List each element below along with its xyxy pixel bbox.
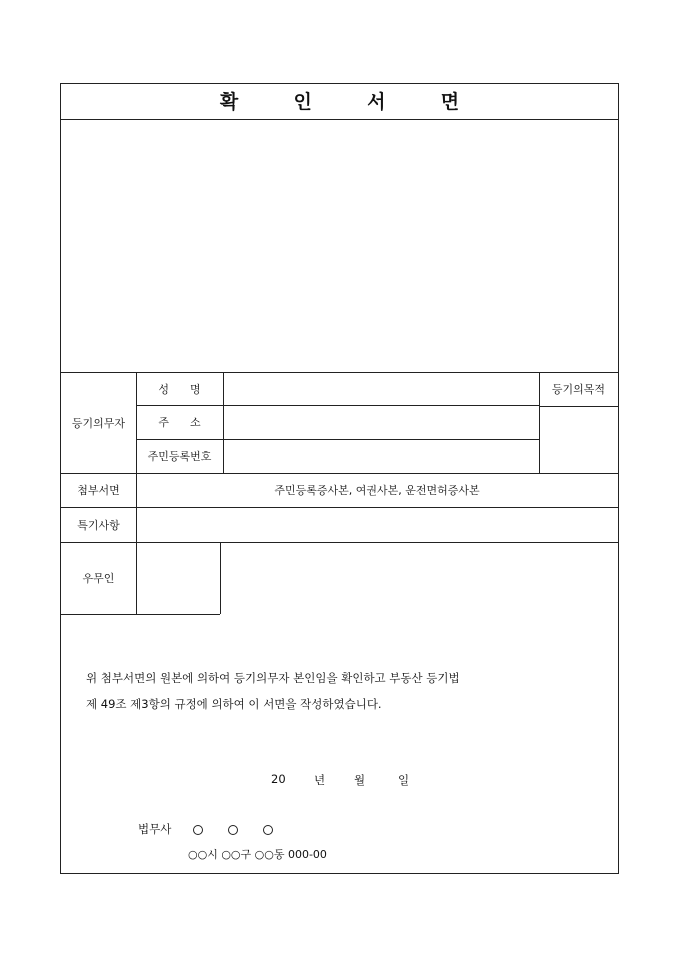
date-day: 일 bbox=[398, 773, 410, 787]
name-placeholder-circle-icon bbox=[263, 825, 273, 835]
form-title bbox=[61, 84, 618, 120]
title-char-3: 서 bbox=[367, 91, 386, 113]
divider bbox=[220, 542, 221, 614]
confirmation-form bbox=[60, 83, 619, 874]
date-month: 월 bbox=[354, 773, 366, 787]
signature-line bbox=[138, 821, 273, 837]
signature-role: 법무사 bbox=[138, 822, 172, 836]
name-label bbox=[136, 372, 223, 405]
remarks-label: 특기사항 bbox=[77, 518, 120, 532]
address-label-text: 주 소 bbox=[158, 416, 201, 429]
attachments-label: 첨부서면 bbox=[77, 484, 120, 497]
divider bbox=[61, 614, 220, 615]
address-label bbox=[136, 405, 223, 439]
purpose-label: 등기의목적 bbox=[551, 383, 606, 396]
statement-line-1: 위 첨부서면의 원본에 의하여 등기의무자 본인임을 확인하고 부동산 등기법 bbox=[86, 671, 460, 685]
attachments-value: 주민등록증사본, 여권사본, 운전면허증사본 bbox=[274, 484, 480, 497]
title-char-4: 면 bbox=[440, 91, 460, 113]
title-char-2: 인 bbox=[293, 91, 312, 113]
registrant-label: 등기의무자 bbox=[71, 416, 126, 430]
thumbprint-box[interactable] bbox=[136, 542, 220, 614]
id-number-value[interactable] bbox=[223, 439, 539, 473]
name-value[interactable] bbox=[223, 372, 539, 405]
date-year: 년 bbox=[314, 773, 326, 787]
thumbprint-label: 우무인 bbox=[82, 572, 115, 585]
signature-address: ○○시 ○○구 ○○동 000-00 bbox=[188, 848, 327, 861]
title-char-1: 확 bbox=[219, 91, 239, 113]
purpose-value[interactable] bbox=[539, 406, 618, 473]
name-placeholder-circle-icon bbox=[228, 825, 238, 835]
statement-line-2: 제 49조 제3항의 규정에 의하여 이 서면을 작성하였습니다. bbox=[86, 697, 382, 711]
name-label-text: 성 명 bbox=[158, 382, 201, 396]
remarks-value[interactable] bbox=[136, 507, 618, 542]
date-year-prefix: 20 bbox=[271, 772, 286, 786]
id-number-label: 주민등록번호 bbox=[147, 450, 212, 463]
address-value[interactable] bbox=[223, 405, 539, 439]
name-placeholder-circle-icon bbox=[193, 825, 203, 835]
